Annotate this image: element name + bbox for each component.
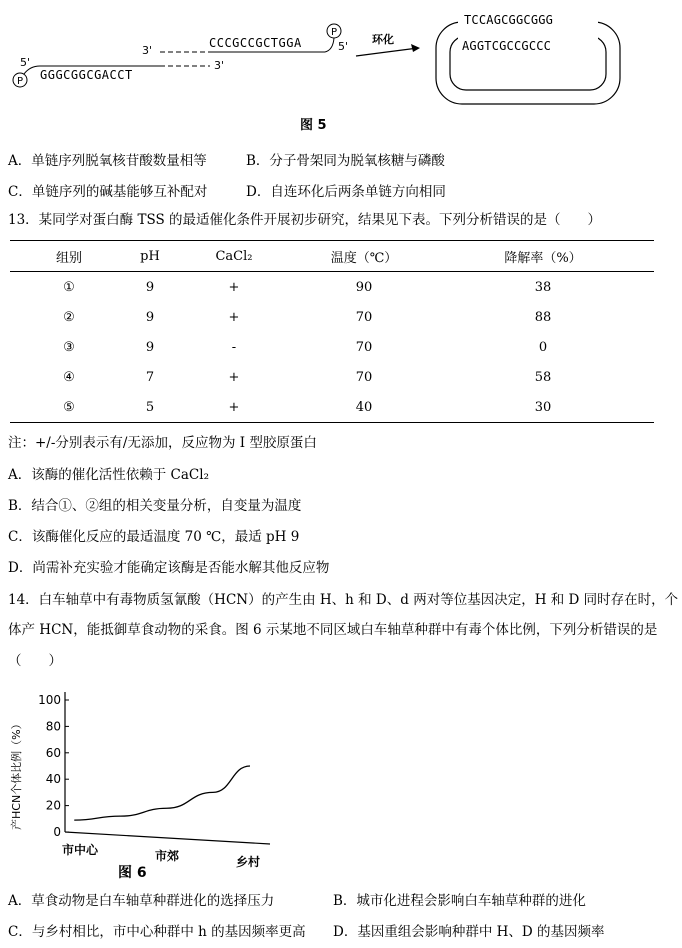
strand-top-seq: CCCGCCGCTGGA [209,36,302,50]
table-row [10,392,654,423]
y-axis-label: 产HCN个体比例（%） [10,718,23,830]
q13-option-c[interactable]: C．该酶催化反应的最适温度 70 ℃，最适 pH 9 [8,529,300,545]
table-row [10,302,654,332]
q14-option-c[interactable]: C．与乡村相比，市中心种群中 h 的基因频率更高 [8,924,306,940]
table-cell: 7 [145,369,155,385]
table-cell: 9 [145,339,155,355]
table-cell: 90 [355,279,373,295]
q12-option-c[interactable]: C．单链序列的碱基能够互补配对 [8,184,208,200]
q13-option-a[interactable]: A．该酶的催化活性依赖于 CaCl₂ [8,467,209,483]
table-header-cell: 组别 [10,241,128,272]
table-row [10,332,654,362]
table-header-cell: 温度（℃） [296,241,432,272]
ring-inner-seq: AGGTCGCCGCCC [462,39,552,53]
figure-5-caption: 图 5 [300,118,327,133]
x-category-label: 乡村 [235,855,261,869]
label-5prime-top: 5' [338,40,349,53]
q12-option-d[interactable]: D．自连环化后两条单链方向相同 [246,184,446,200]
label-5prime-left: 5' [20,56,31,69]
table-cell: 5 [145,399,155,415]
x-category-label: 市中心 [61,843,99,857]
q13-stem: 13．某同学对蛋白酶 TSS 的最适催化条件开展初步研究，结果见下表。下列分析错误的是（ ） [8,212,602,228]
table-cell: - [231,339,237,355]
y-tick-label: 20 [45,798,61,813]
table-header-cell: CaCl₂ [172,241,296,272]
arrow-label: 环化 [372,33,394,46]
table-row [10,272,654,303]
table-cell: 38 [534,279,552,295]
table-cell: + [228,369,240,385]
q13-note: 注：+/-分别表示有/无添加，反应物为 I 型胶原蛋白 [8,435,317,451]
q14-stem-line3: （ ） [8,653,62,669]
figure-6-caption: 图 6 [118,865,147,881]
figure-5-diagram [0,0,682,140]
phosphate-p-left: P [16,76,24,87]
ring-top-seq: TCCAGCGGCGGG [464,13,554,27]
table-cell: 70 [355,309,373,325]
series-line [74,766,250,820]
y-tick-label: 0 [53,825,61,839]
table-cell: ③ [63,339,75,355]
table-cell: 88 [534,309,552,325]
q13-option-d[interactable]: D．尚需补充实验才能确定该酶是否能水解其他反应物 [8,560,330,576]
q13-table [10,240,654,423]
table-cell: ② [63,309,75,325]
table-header-cell: pH [128,241,172,272]
table-cell: ④ [63,369,75,385]
q14-option-d[interactable]: D．基因重组会影响种群中 H、D 的基因频率 [333,924,605,940]
q13-option-b[interactable]: B．结合①、②组的相关变量分析，自变量为温度 [8,498,302,514]
y-tick-label: 40 [45,772,61,787]
table-cell: + [228,279,240,295]
table-cell: 30 [534,399,552,415]
table-cell: + [228,399,240,415]
q14-option-b[interactable]: B．城市化进程会影响白车轴草种群的进化 [333,893,586,909]
q12-option-a[interactable]: A．单链序列脱氧核苷酸数量相等 [8,153,207,169]
table-row [10,362,654,392]
table-cell: 70 [355,339,373,355]
table-cell: 9 [145,279,155,295]
table-header-row [10,241,654,272]
label-3prime-bottom: 3' [214,59,225,72]
label-3prime-top: 3' [142,44,153,57]
table-cell: + [228,309,240,325]
table-cell: 70 [355,369,373,385]
table-cell: 9 [145,309,155,325]
table-header-cell: 降解率（%） [432,241,654,272]
q14-stem-line2: 体产 HCN，能抵御草食动物的采食。图 6 示某地不同区域白车轴草种群中有毒个体比例，下列分析错误的是 [8,622,658,638]
table-cell: ⑤ [63,399,75,415]
table-cell: ① [63,279,75,295]
q12-option-b[interactable]: B．分子骨架同为脱氧核糖与磷酸 [246,153,445,169]
table-cell: 40 [355,399,373,415]
q14-stem-line1: 14．白车轴草中有毒物质氢氰酸（HCN）的产生由 H、h 和 D、d 两对等位基因决定，H 和 D 同时存在时，个 [8,592,679,608]
phosphate-p-top: P [330,27,338,38]
y-tick-label: 80 [45,719,61,734]
figure-6-chart [0,670,300,890]
strand-bottom-seq: GGGCGGCGACCT [40,68,133,82]
x-category-label: 市郊 [154,849,180,863]
table-cell: 0 [538,339,548,355]
q14-option-a[interactable]: A．草食动物是白车轴草种群进化的选择压力 [8,893,275,909]
y-tick-label: 60 [45,745,61,760]
table-cell: 58 [534,369,552,385]
y-tick-label: 100 [38,693,61,707]
